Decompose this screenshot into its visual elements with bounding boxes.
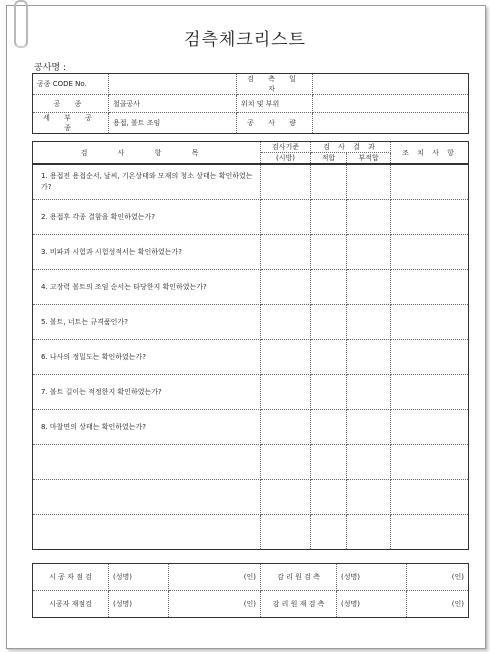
fail-cell[interactable]: [347, 445, 391, 480]
location-value[interactable]: [313, 95, 469, 113]
project-name-label: 공사명 :: [34, 63, 66, 73]
action-cell[interactable]: [391, 305, 469, 340]
action-cell[interactable]: [391, 480, 469, 515]
pass-cell[interactable]: [311, 340, 347, 375]
contractor-recheck-name-label[interactable]: (성명): [109, 591, 169, 618]
item-text: [33, 445, 261, 480]
type-value[interactable]: 철골공사: [109, 95, 237, 113]
fail-cell[interactable]: [347, 235, 391, 270]
checklist-row: [33, 270, 469, 305]
standard-cell[interactable]: [261, 200, 311, 235]
date-label: 검 측 일 자: [237, 74, 313, 95]
contractor-seal-label: (인): [169, 564, 261, 591]
standard-cell[interactable]: [261, 164, 311, 200]
action-cell[interactable]: [391, 270, 469, 305]
standard-cell[interactable]: [261, 375, 311, 410]
standard-cell[interactable]: [261, 445, 311, 480]
action-cell[interactable]: [391, 410, 469, 445]
action-cell[interactable]: [391, 200, 469, 235]
item-text: 1. 용접전 용접순서, 날씨, 기온상태와 모재의 청소 상태는 확인하였는가?: [33, 164, 261, 200]
fail-cell[interactable]: [347, 200, 391, 235]
checklist-table: [32, 141, 469, 550]
fail-cell[interactable]: [347, 164, 391, 200]
contractor-recheck-label: 시공자 재점검: [33, 591, 109, 618]
checklist-row: [33, 305, 469, 340]
item-text: 7. 볼트 길이는 적정한지 확인하였는가?: [33, 375, 261, 410]
item-text: 6. 나사의 정밀도는 확인하였는가?: [33, 340, 261, 375]
standard-cell[interactable]: [261, 270, 311, 305]
pass-cell[interactable]: [311, 200, 347, 235]
note-value[interactable]: [313, 113, 469, 134]
fail-cell[interactable]: [347, 515, 391, 550]
type-label: 공 종: [33, 95, 109, 113]
action-cell[interactable]: [391, 375, 469, 410]
fail-cell[interactable]: [347, 375, 391, 410]
checklist-row: [33, 445, 469, 480]
info-table: [32, 73, 469, 134]
contractor-recheck-seal-label: (인): [169, 591, 261, 618]
detail-label: 세 부 공 종: [33, 113, 109, 134]
code-label: 공종 CODE No.: [33, 74, 109, 95]
header-fail: 부적합: [347, 153, 391, 165]
contractor-name-label[interactable]: (성명): [109, 564, 169, 591]
header-action: 조 치 사 항: [391, 142, 469, 165]
fail-cell[interactable]: [347, 305, 391, 340]
header-pass: 적합: [311, 153, 347, 165]
item-text: 8. 마찰면의 상태는 확인하였는가?: [33, 410, 261, 445]
checklist-row: [33, 235, 469, 270]
fail-cell[interactable]: [347, 410, 391, 445]
header-item: 검 사 항 목: [33, 142, 261, 165]
document-title: 검측체크리스트: [184, 30, 306, 50]
pass-cell[interactable]: [311, 305, 347, 340]
fail-cell[interactable]: [347, 480, 391, 515]
code-value[interactable]: [109, 74, 237, 95]
pass-cell[interactable]: [311, 270, 347, 305]
checklist-row: [33, 200, 469, 235]
standard-cell[interactable]: [261, 235, 311, 270]
header-standard-sub: (시방): [261, 153, 311, 165]
supervisor-name-label[interactable]: (성명): [337, 564, 407, 591]
pass-cell[interactable]: [311, 445, 347, 480]
standard-cell[interactable]: [261, 515, 311, 550]
pass-cell[interactable]: [311, 235, 347, 270]
item-text: [33, 480, 261, 515]
signature-table: [32, 563, 469, 618]
date-value[interactable]: [313, 74, 469, 95]
checklist-row: [33, 375, 469, 410]
action-cell[interactable]: [391, 445, 469, 480]
item-text: 2. 용접후 각종 결함을 확인하였는가?: [33, 200, 261, 235]
supervisor-recheck-name-label[interactable]: (성명): [337, 591, 407, 618]
note-label: 공 사 량: [237, 113, 313, 134]
fail-cell[interactable]: [347, 340, 391, 375]
checklist-row: [33, 515, 469, 550]
location-label: 위치 및 부위: [237, 95, 313, 113]
detail-value[interactable]: 용접, 볼트 조임: [109, 113, 237, 134]
pass-cell[interactable]: [311, 410, 347, 445]
checklist-row: [33, 340, 469, 375]
pass-cell[interactable]: [311, 515, 347, 550]
supervisor-check-label: 감 리 원 검 측: [261, 564, 337, 591]
supervisor-seal-label: (인): [407, 564, 469, 591]
checklist-row: [33, 164, 469, 200]
item-text: 4. 고장력 볼트의 조임 순서는 타당한지 확인하였는가?: [33, 270, 261, 305]
action-cell[interactable]: [391, 340, 469, 375]
item-text: [33, 515, 261, 550]
pass-cell[interactable]: [311, 480, 347, 515]
action-cell[interactable]: [391, 235, 469, 270]
pass-cell[interactable]: [311, 164, 347, 200]
supervisor-recheck-label: 감 리 원 재 검 측: [261, 591, 337, 618]
item-text: 5. 볼트, 너트는 규격품인가?: [33, 305, 261, 340]
fail-cell[interactable]: [347, 270, 391, 305]
standard-cell[interactable]: [261, 480, 311, 515]
standard-cell[interactable]: [261, 410, 311, 445]
standard-cell[interactable]: [261, 305, 311, 340]
checklist-row: [33, 480, 469, 515]
item-text: 3. 비파괴 시험과 시험성적서는 확인하였는가?: [33, 235, 261, 270]
contractor-check-label: 시 공 자 점 검: [33, 564, 109, 591]
header-result: 검 사 결 과: [311, 142, 391, 153]
action-cell[interactable]: [391, 164, 469, 200]
action-cell[interactable]: [391, 515, 469, 550]
header-standard: 검사기준: [261, 142, 311, 153]
pass-cell[interactable]: [311, 375, 347, 410]
checklist-row: [33, 410, 469, 445]
supervisor-recheck-seal-label: (인): [407, 591, 469, 618]
standard-cell[interactable]: [261, 340, 311, 375]
